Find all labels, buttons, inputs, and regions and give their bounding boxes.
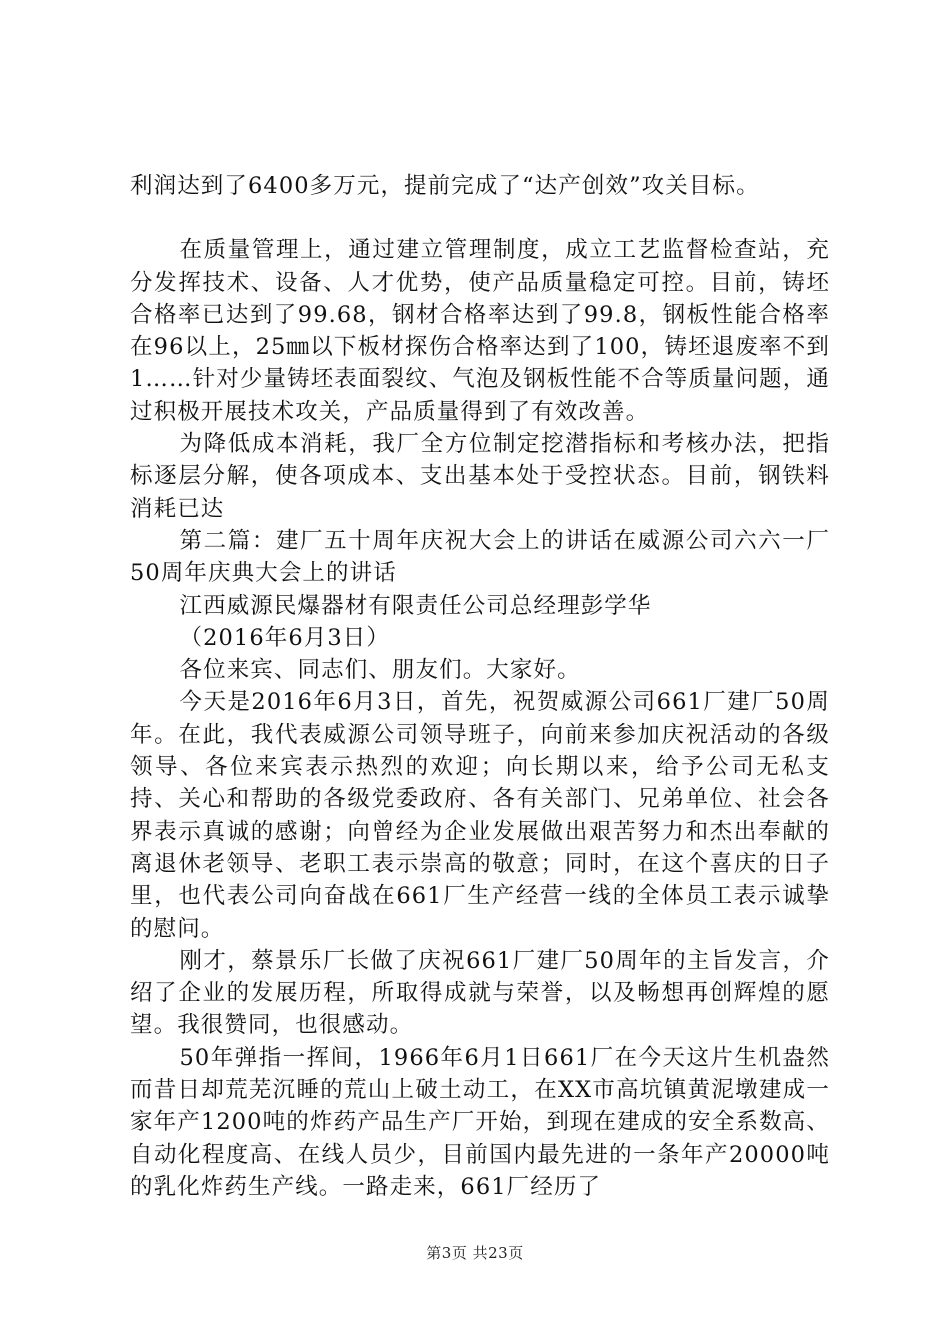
paragraph-history: 50年弹指一挥间，1966年6月1日661厂在今天这片生机盎然而昔日却荒芜沉睡的荒山上破土动工，在XX市高坑镇黄泥墩建成一家年产1200吨的炸药产品生产厂开始，到现在建成的安全系数高、自动化程度高、在线人员少，目前国内最先进的一条年产20000吨的乳化炸药生产线。一路走来，661厂经历了 (130, 1044, 830, 1200)
paragraph-keynote: 刚才，蔡景乐厂长做了庆祝661厂建厂50周年的主旨发言，介绍了企业的发展历程，所取得成就与荣誉，以及畅想再创辉煌的愿望。我很赞同，也很感动。 (130, 947, 830, 1039)
section-heading: 第二篇：建厂五十周年庆祝大会上的讲话在威源公司六六一厂50周年庆典大会上的讲话 (130, 527, 830, 587)
paragraph-cost: 为降低成本消耗，我厂全方位制定挖潜指标和考核办法，把指标逐层分解，使各项成本、支出基本处于受控状态。目前，钢铁料消耗已达 (130, 431, 830, 522)
paragraph-welcome: 今天是2016年6月3日，首先，祝贺威源公司661厂建厂50周年。在此，我代表威源公司领导班子，向前来参加庆祝活动的各级领导、各位来宾表示热烈的欢迎；向长期以来，给予公司无私支持、关心和帮助的各级党委政府、各有关部门、兄弟单位、社会各界表示真诚的感谢；向曾经为企业发展做出艰苦努力和杰出奉献的离退休老领导、老职工表示崇高的敬意；同时，在这个喜庆的日子里，也代表公司向奋战在661厂生产经营一线的全体员工表示诚挚的慰问。 (130, 689, 830, 942)
paragraph-profit: 利润达到了6400多万元，提前完成了“达产创效”攻关目标。 (130, 173, 760, 199)
greeting-line: 各位来宾、同志们、朋友们。大家好。 (179, 657, 581, 684)
page-footer: 第3页 共23页 (426, 1244, 524, 1262)
date-line: （2016年6月3日） (179, 624, 390, 651)
speaker-line: 江西威源民爆器材有限责任公司总经理彭学华 (179, 592, 652, 619)
document-body (130, 170, 830, 1203)
paragraph-quality: 在质量管理上，通过建立管理制度，成立工艺监督检查站，充分发挥技术、设备、人才优势，使产品质量稳定可控。目前，铸坯合格率已达到了99.68，钢材合格率达到了99.8，钢板性能合格率在96以上，25㎜以下板材探伤合格率达到了100，铸坯退废率不到1……针对少量铸坯表面裂纹、气泡及钢板性能不合等质量问题，通过积极开展技术攻关，产品质量得到了有效改善。 (130, 237, 830, 425)
